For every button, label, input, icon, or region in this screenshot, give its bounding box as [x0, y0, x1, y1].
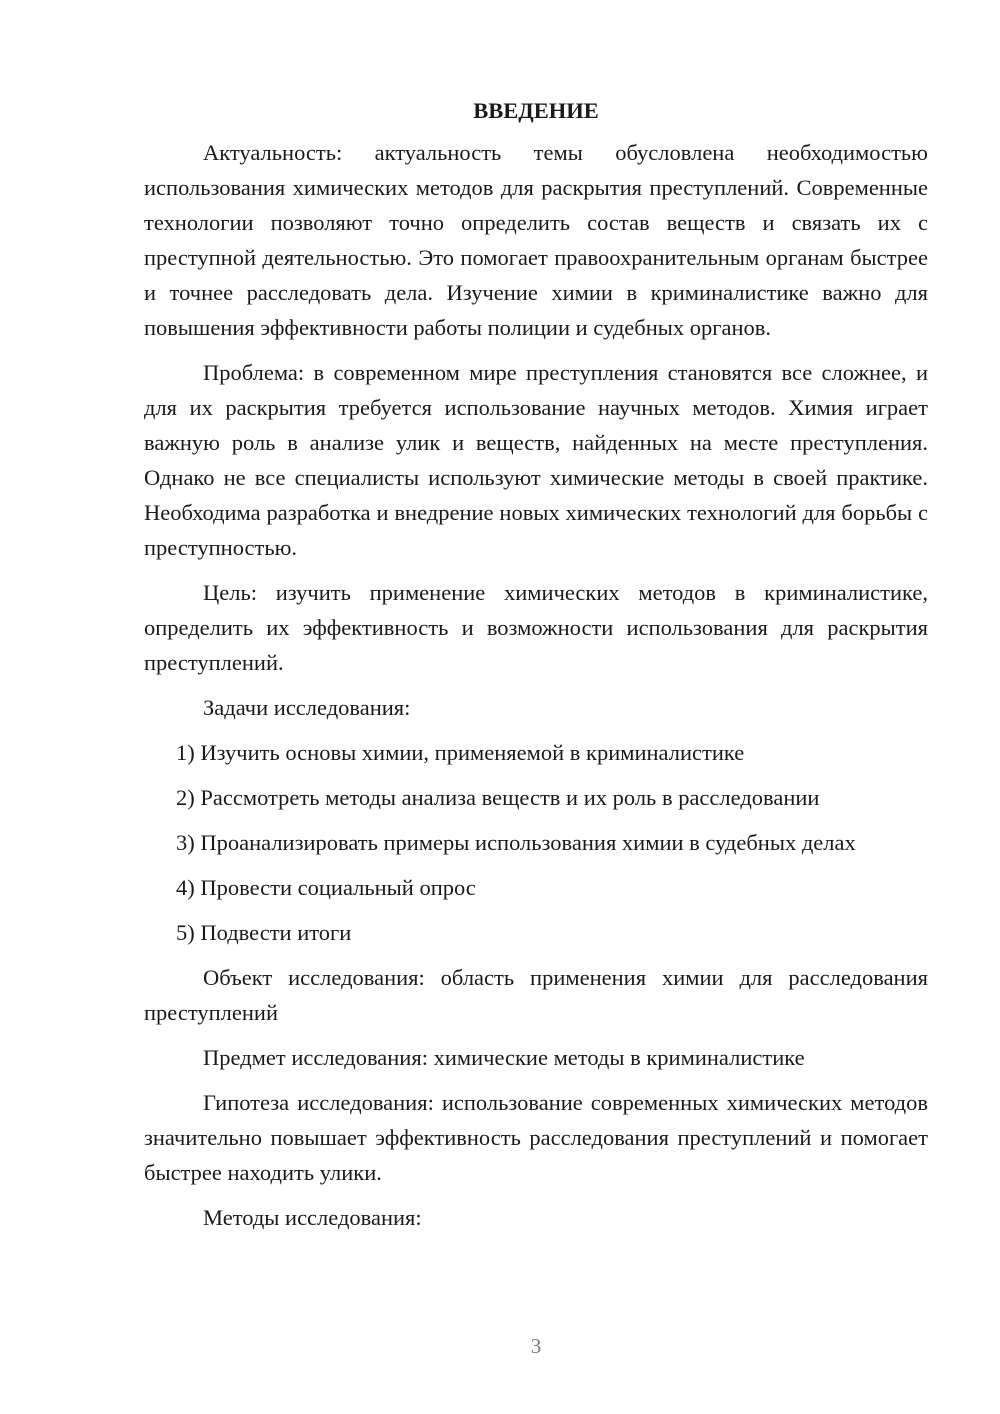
tasks-heading: Задачи исследования:: [203, 695, 411, 720]
paragraph-goal: Цель: изучить применение химических методов в криминалистике, определить их эффективность и возможности использования для раскрытия преступлений.: [144, 580, 928, 675]
task-item: 1) Изучить основы химии, применяемой в криминалистике: [176, 740, 745, 765]
paragraph-hypothesis: Гипотеза исследования: использование современных химических методов значительно повышает эффективность расследования преступлений и помогает быстрее находить улики.: [144, 1090, 928, 1185]
task-item: 3) Проанализировать примеры использования химии в судебных делах: [176, 830, 856, 855]
task-item: 4) Провести социальный опрос: [176, 875, 476, 900]
paragraph-relevance: Актуальность: актуальность темы обусловлена необходимостью использования химических методов для раскрытия преступлений. Современные технологии позволяют точно определить состав веществ и связать их с преступной деятельностью. Это помогает правоохранительным органам быстрее и точнее расследовать дела. Изучение химии в криминалистике важно для повышения эффективности работы полиции и судебных органов.: [144, 140, 928, 340]
task-item: 5) Подвести итоги: [176, 920, 352, 945]
page-number: 3: [530, 1334, 542, 1358]
paragraph-problem: Проблема: в современном мире преступления становятся все сложнее, и для их раскрытия требуется использование научных методов. Химия играет важную роль в анализе улик и веществ, найденных на месте преступления. Однако не все специалисты используют химические методы в своей практике. Необходима разработка и внедрение новых химических технологий для борьбы с преступностью.: [144, 360, 928, 560]
task-item: 2) Рассмотреть методы анализа веществ и их роль в расследовании: [176, 785, 820, 810]
section-title: ВВЕДЕНИЕ: [473, 98, 599, 123]
methods-heading: Методы исследования:: [203, 1205, 422, 1230]
paragraph-object: Объект исследования: область применения химии для расследования преступлений: [144, 965, 928, 1025]
page-body: [144, 96, 928, 1245]
paragraph-subject: Предмет исследования: химические методы в криминалистике: [203, 1045, 805, 1070]
